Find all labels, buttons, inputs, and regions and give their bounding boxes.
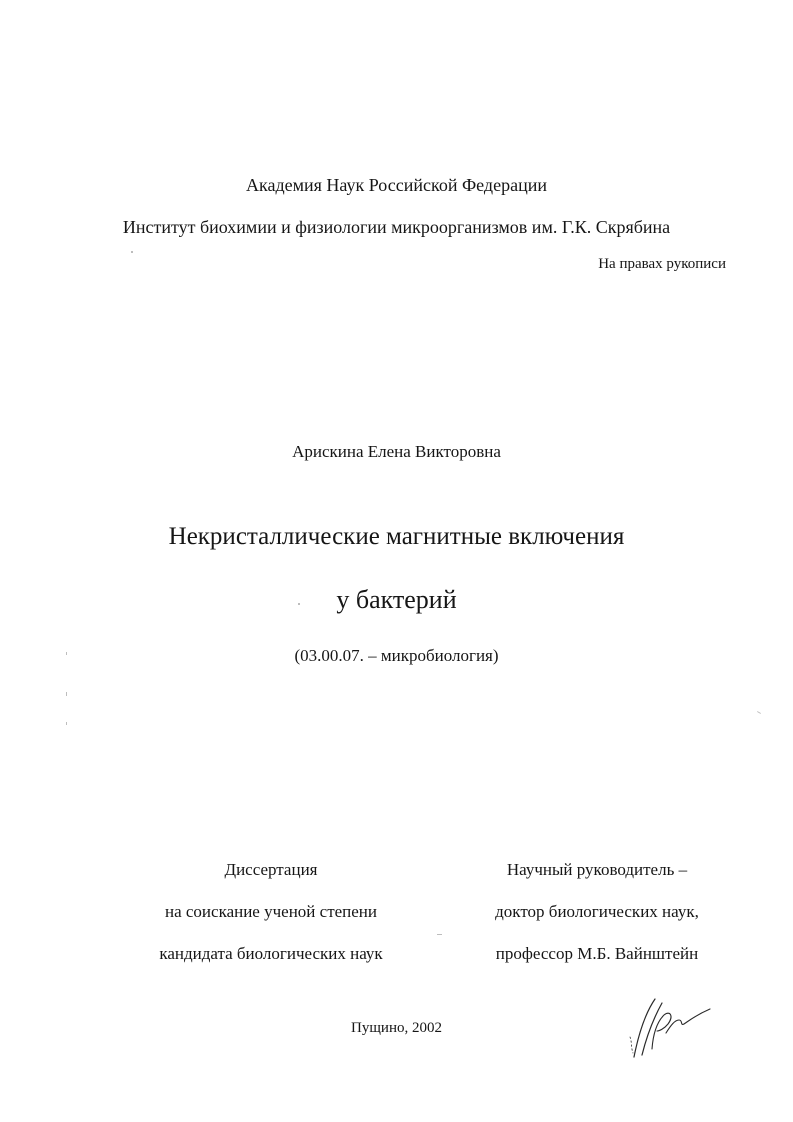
dissertation-line: Диссертация: [224, 860, 318, 879]
title-line-1: Некристаллические магнитные включения: [168, 523, 625, 550]
scan-speck: [437, 934, 442, 935]
place-and-year: Пущино, 2002: [351, 1020, 442, 1036]
author-name: Арискина Елена Викторовна: [292, 442, 501, 461]
scan-speck: [66, 692, 67, 696]
supervisor-line: доктор биологических наук,: [495, 902, 699, 921]
scan-speck: [131, 251, 133, 253]
dissertation-line: кандидата биологических наук: [159, 944, 383, 963]
signature-icon: [622, 993, 722, 1063]
manuscript-rights-note: На правах рукописи: [598, 256, 726, 272]
specialty-code: (03.00.07. – микробиология): [294, 646, 499, 665]
title-line-2: у бактерий: [336, 585, 457, 614]
supervisor-line: Научный руководитель –: [506, 860, 688, 879]
dissertation-line: на соискание ученой степени: [164, 902, 378, 921]
supervisor-line: профессор М.Б. Вайнштейн: [495, 944, 699, 963]
scan-speck: [298, 603, 300, 605]
scan-speck: [66, 722, 67, 725]
scan-speck: [757, 711, 761, 714]
academy-name: Академия Наук Российской Федерации: [246, 175, 547, 195]
institute-name: Институт биохимии и физиологии микроорганизмов им. Г.К. Скрябина: [122, 217, 671, 237]
scan-speck: [66, 652, 67, 655]
